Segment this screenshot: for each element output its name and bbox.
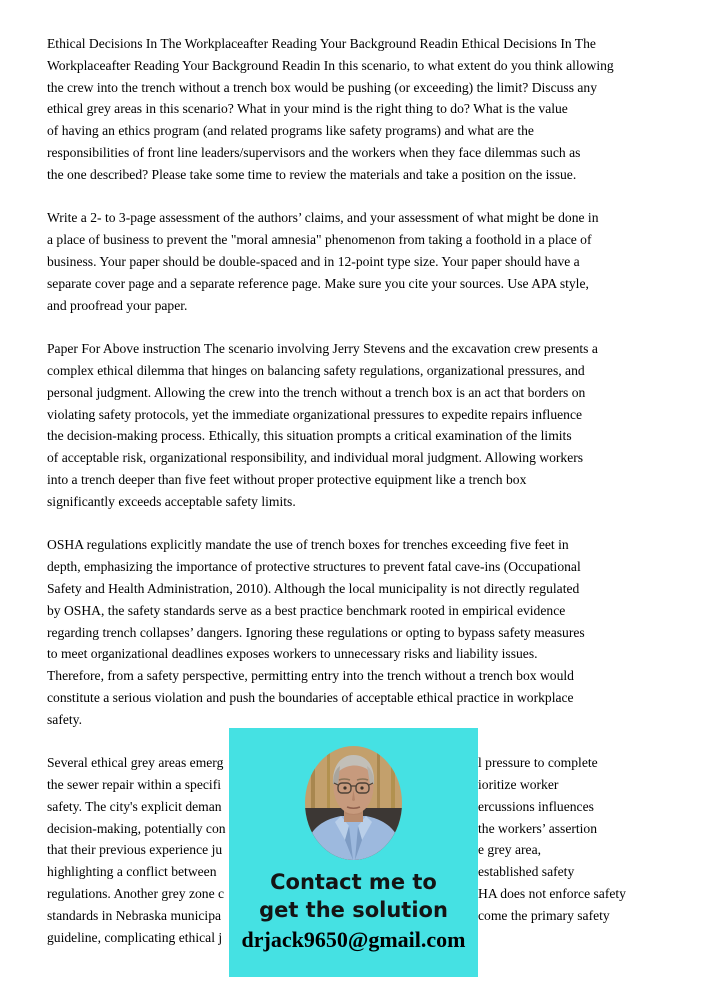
text-line: depth, emphasizing the importance of protective structures to prevent fatal cave-ins (Occupational — [47, 559, 581, 575]
tutor-portrait-photo — [305, 746, 402, 860]
text-line: constitute a serious violation and push the boundaries of acceptable ethical practice in workplace — [47, 689, 574, 705]
text-line: business. Your paper should be double-spaced and in 12-point type size. Your paper should have a — [47, 253, 580, 269]
text-line: of acceptable risk, organizational responsibility, and individual moral judgment. Allowing workers — [47, 450, 584, 466]
text-fragment-right: established safety — [478, 864, 575, 880]
text-line: and proofread your paper. — [47, 297, 188, 313]
text-line: Ethical Decisions In The Workplaceafter Reading Your Background Readin Ethical Decisions In The — [47, 36, 596, 51]
text-line: separate cover page and a separate reference page. Make sure you cite your sources. Use APA style, — [47, 275, 589, 291]
text-line: to meet organizational deadlines exposes workers to unnecessary risks and liability issues. — [47, 646, 538, 662]
text-fragment-right: HA does not enforce safety — [478, 886, 626, 902]
ad-email: drjack9650@gmail.com — [241, 927, 466, 952]
text-line: Write a 2- to 3-page assessment of the authors’ claims, and your assessment of what might be done in — [47, 210, 599, 226]
paragraph-paper-intro — [47, 338, 661, 512]
text-line: OSHA regulations explicitly mandate the use of trench boxes for trenches exceeding five feet in — [47, 537, 569, 553]
text-fragment-left: standards in Nebraska municipa — [47, 907, 222, 923]
text-line: of having an ethics program (and related programs like safety programs) and what are the — [47, 123, 534, 139]
ad-heading-line2: get the solution — [259, 898, 448, 922]
ad-heading-line1: Contact me to — [270, 870, 437, 894]
text-line: personal judgment. Allowing the crew into the trench without a trench box is an act that borders on — [47, 384, 586, 400]
text-fragment-left: the sewer repair within a specifi — [47, 777, 222, 793]
text-line: a place of business to prevent the "moral amnesia" phenomenon from taking a foothold in a place of — [47, 232, 592, 248]
ad-heading — [229, 868, 478, 924]
text-line: complex ethical dilemma that hinges on balancing safety regulations, organizational pressures, and — [47, 362, 585, 378]
text-line: responsibilities of front line leaders/supervisors and the workers when they face dilemmas such as — [47, 144, 581, 160]
text-line: significantly exceeds acceptable safety limits. — [47, 493, 296, 509]
text-fragment-right: come the primary safety — [478, 907, 610, 923]
text-fragment-left: that their previous experience ju — [47, 842, 223, 858]
solution-ad-overlay[interactable] — [229, 728, 478, 977]
paragraph-osha-regulations — [47, 534, 661, 730]
text-line: safety. — [47, 711, 82, 727]
paragraph-assignment-requirements — [47, 207, 661, 316]
text-fragment-right: l pressure to complete — [478, 755, 598, 771]
text-line: by OSHA, the safety standards serve as a best practice benchmark rooted in empirical evidence — [47, 602, 566, 618]
paragraph-assignment-prompt — [47, 33, 661, 186]
text-line: Safety and Health Administration, 2010). Although the local municipality is not directly regulated — [47, 580, 580, 596]
text-fragment-left: safety. The city's explicit deman — [47, 798, 222, 814]
text-fragment-left: decision-making, potentially con — [47, 820, 226, 836]
text-fragment-left: highlighting a conflict between — [47, 864, 217, 880]
text-line: violating safety protocols, yet the immediate organizational pressures to expedite repairs influence — [47, 406, 583, 422]
text-line: the decision-making process. Ethically, this situation prompts a critical examination of the limits — [47, 428, 572, 444]
text-fragment-left: regulations. Another grey zone c — [47, 886, 225, 902]
text-line: ethical grey areas in this scenario? What in your mind is the right thing to do? What is the value — [47, 101, 568, 117]
text-fragment-left: guideline, complicating ethical j — [47, 929, 223, 945]
text-line: the crew into the trench without a trench box would be pushing (or exceeding) the limit? Discuss any — [47, 79, 598, 95]
text-fragment-left: Several ethical grey areas emerg — [47, 755, 224, 771]
text-line: Workplaceafter Reading Your Background Readin In this scenario, to what extent do you think allowing — [47, 57, 614, 73]
text-line: the one described? Please take some time to review the materials and take a position on the issue. — [47, 166, 577, 182]
text-line: Therefore, from a safety perspective, permitting entry into the trench without a trench box would — [47, 668, 574, 684]
text-fragment-right: e grey area, — [478, 842, 542, 858]
text-line: regarding trench collapses’ dangers. Ignoring these regulations or opting to bypass safety measures — [47, 624, 585, 640]
text-line: Paper For Above instruction The scenario involving Jerry Stevens and the excavation crew presents a — [47, 341, 598, 357]
text-fragment-right: ercussions influences — [478, 798, 594, 814]
text-fragment-right: ioritize worker — [478, 777, 559, 793]
text-line: into a trench deeper than five feet without proper protective equipment like a trench box — [47, 471, 527, 487]
text-fragment-right: the workers’ assertion — [478, 820, 598, 836]
